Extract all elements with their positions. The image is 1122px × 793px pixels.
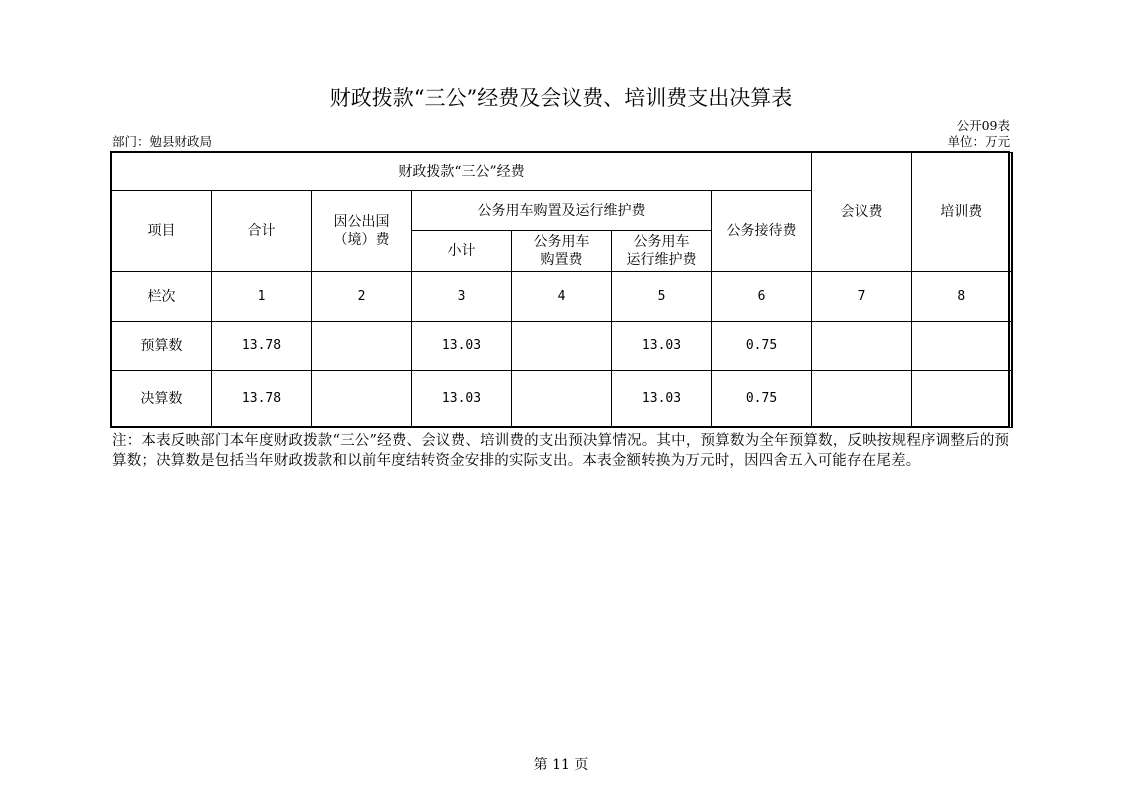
column-number-cell: 8 [912, 272, 1012, 322]
header-subtotal: 小计 [412, 231, 512, 272]
column-number-cell: 2 [312, 272, 412, 322]
table-row-column-numbers [112, 272, 1012, 322]
column-number-cell: 3 [412, 272, 512, 322]
header-vehicle-purchase-line1: 公务用车 [533, 234, 590, 250]
budget-vehicle-operation-cell: 13.03 [612, 322, 712, 371]
column-number-cell: 6 [712, 272, 812, 322]
final-subtotal-cell: 13.03 [412, 371, 512, 428]
page-title: 财政拨款“三公”经费及会议费、培训费支出决算表 [329, 86, 793, 110]
budget-training-cell [912, 322, 1012, 371]
budget-subtotal-cell: 13.03 [412, 322, 512, 371]
header-three-public-group: 财政拨款“三公”经费 [112, 153, 812, 191]
column-number-cell: 7 [812, 272, 912, 322]
final-meeting-cell [812, 371, 912, 428]
expenditure-table [111, 152, 1013, 428]
header-vehicle-group: 公务用车购置及运行维护费 [412, 191, 712, 231]
final-reception-cell: 0.75 [712, 371, 812, 428]
final-vehicle-operation-cell: 13.03 [612, 371, 712, 428]
final-vehicle-purchase-cell [512, 371, 612, 428]
budget-meeting-cell [812, 322, 912, 371]
table-note: 注：本表反映部门本年度财政拨款“三公”经费、会议费、培训费的支出预决算情况。其中，预算数为全年预算数，反映按规程序调整后的预算数；决算数是包括当年财政拨款和以前年度结转资金安排的实际支出。本表金额转换为万元时，因四舍五入可能存在尾差。 [112, 433, 1010, 469]
budget-abroad-cell [312, 322, 412, 371]
column-number-cell: 4 [512, 272, 612, 322]
header-vehicle-purchase [512, 231, 612, 272]
final-training-cell [912, 371, 1012, 428]
department-label: 部门：勉县财政局 [112, 134, 213, 149]
row-label-budget: 预算数 [112, 322, 212, 371]
page-number: 第 11 页 [533, 757, 589, 773]
table-row-final [112, 371, 1012, 428]
table-row-budget [112, 322, 1012, 371]
form-code: 公开09表 [956, 118, 1010, 133]
header-reception: 公务接待费 [712, 191, 812, 272]
header-abroad-line2: （境）费 [333, 232, 390, 248]
column-number-cell: 5 [612, 272, 712, 322]
header-meeting: 会议费 [812, 153, 912, 272]
budget-reception-cell: 0.75 [712, 322, 812, 371]
budget-total-cell: 13.78 [212, 322, 312, 371]
header-total: 合计 [212, 191, 312, 272]
header-abroad-line1: 因公出国 [333, 214, 390, 230]
header-training: 培训费 [912, 153, 1012, 272]
header-vehicle-operation-line1: 公务用车 [633, 234, 690, 250]
row-label-final: 决算数 [112, 371, 212, 428]
budget-vehicle-purchase-cell [512, 322, 612, 371]
header-vehicle-operation [612, 231, 712, 272]
header-vehicle-purchase-line2: 购置费 [540, 252, 583, 268]
column-number-cell: 1 [212, 272, 312, 322]
header-item: 项目 [112, 191, 212, 272]
unit-label: 单位：万元 [947, 134, 1010, 149]
header-abroad [312, 191, 412, 272]
row-label-column-numbers: 栏次 [112, 272, 212, 322]
final-total-cell: 13.78 [212, 371, 312, 428]
header-vehicle-operation-line2: 运行维护费 [626, 252, 697, 268]
final-abroad-cell [312, 371, 412, 428]
